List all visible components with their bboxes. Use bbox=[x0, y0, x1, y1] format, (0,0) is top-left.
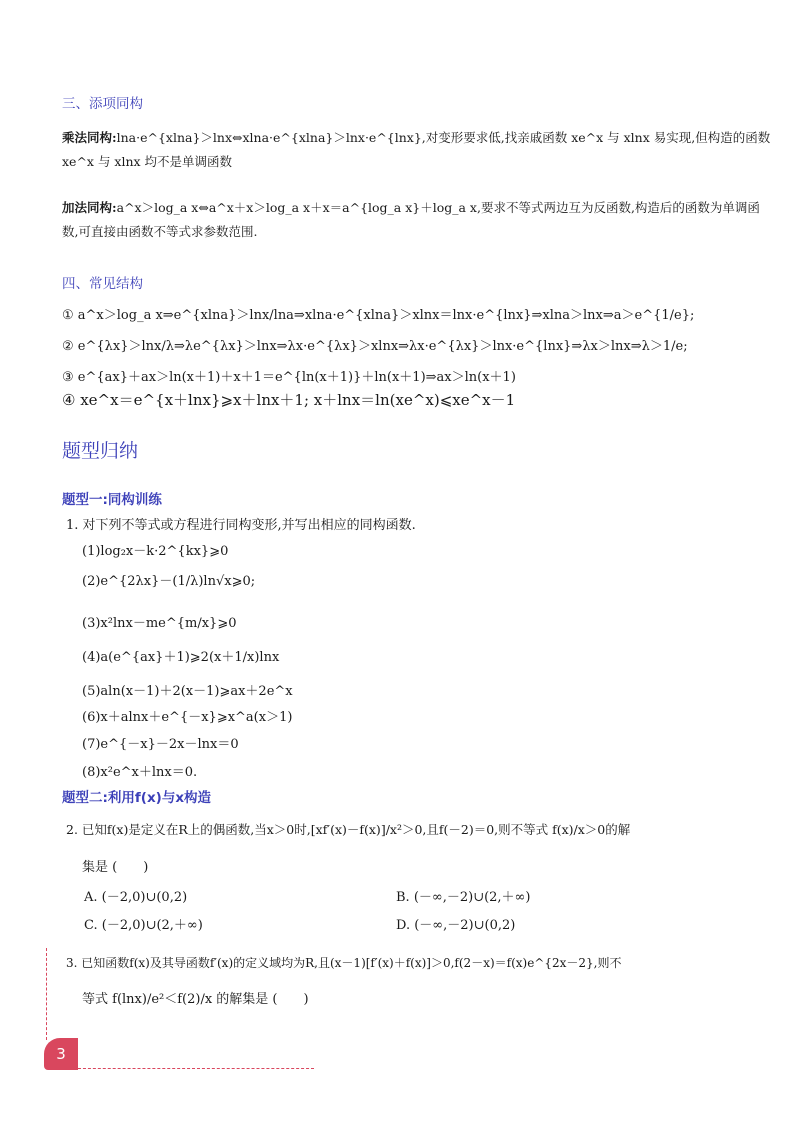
type2-title: 题型二:利用f(x)与x构造 bbox=[62, 790, 212, 806]
section3-title: 三、添项同构 bbox=[62, 96, 143, 112]
q1-item-8: (8)x²e^x＋lnx＝0. bbox=[82, 765, 198, 780]
section4-title: 四、常见结构 bbox=[62, 276, 143, 292]
bottom-dashed-border bbox=[78, 1068, 314, 1069]
type1-title: 题型一:同构训练 bbox=[62, 492, 162, 508]
structure-item-4: ④ xe^x＝e^{x＋lnx}⩾x＋lnx＋1; x＋lnx＝ln(xe^x)⩽xe^x－1 bbox=[62, 391, 516, 409]
q1-item-1: (1)log₂x－k·2^{kx}⩾0 bbox=[82, 544, 229, 559]
add-label: 加法同构: bbox=[62, 200, 117, 215]
option-a: A. (－2,0)∪(0,2) bbox=[84, 890, 188, 905]
question-2-line1: 2. 已知f(x)是定义在R上的偶函数,当x＞0时,[xf′(x)－f(x)]/x²＞0,且f(－2)＝0,则不等式 f(x)/x＞0的解 bbox=[66, 822, 631, 837]
mult-isomorphism-line1 bbox=[62, 126, 770, 150]
add-isomorphism-line2: 数,可直接由函数不等式求参数范围. bbox=[62, 224, 258, 239]
left-dashed-border bbox=[46, 948, 47, 1040]
q1-item-5: (5)aln(x－1)＋2(x－1)⩾ax＋2e^x bbox=[82, 684, 293, 699]
question-2-line2: 集是 ( ) bbox=[82, 860, 149, 875]
q1-item-3: (3)x²lnx－me^{m/x}⩾0 bbox=[82, 616, 237, 631]
mult-text1: lna·e^{xlna}＞lnx⇔xlna·e^{xlna}＞lnx·e^{lnx},对变形要求低,找亲戚函数 xe^x 与 xlnx 易实现,但构造的函数 bbox=[116, 130, 771, 145]
structure-item-2: ② e^{λx}＞lnx/λ⇒λe^{λx}＞lnx⇒λx·e^{λx}＞xlnx⇒λx·e^{λx}＞lnx·e^{lnx}⇒λx＞lnx⇒λ＞1/e; bbox=[62, 339, 688, 354]
add-isomorphism-line1 bbox=[62, 196, 760, 220]
mult-label: 乘法同构: bbox=[62, 130, 117, 145]
structure-item-1: ① a^x＞log_a x⇒e^{xlna}＞lnx/lna⇒xlna·e^{xlna}＞xlnx＝lnx·e^{lnx}⇒xlna＞lnx⇒a＞e^{1/e}; bbox=[62, 308, 695, 323]
question-3-line2: 等式 f(lnx)/e²＜f(2)/x 的解集是 ( ) bbox=[82, 992, 309, 1007]
option-d: D. (－∞,－2)∪(0,2) bbox=[396, 918, 516, 933]
add-text1: a^x＞log_a x⇔a^x＋x＞log_a x＋x＝a^{log_a x}＋log_a x,要求不等式两边互为反函数,构造后的函数为单调函 bbox=[116, 200, 760, 215]
q1-item-6: (6)x＋alnx＋e^{－x}⩾x^a(x＞1) bbox=[82, 710, 293, 725]
structure-item-3: ③ e^{ax}＋ax＞ln(x＋1)＋x＋1＝e^{ln(x＋1)}＋ln(x＋1)⇒ax＞ln(x＋1) bbox=[62, 370, 516, 385]
page-number-badge: 3 bbox=[44, 1038, 78, 1070]
question-1: 1. 对下列不等式或方程进行同构变形,并写出相应的同构函数. bbox=[66, 518, 416, 533]
mult-isomorphism-line2: xe^x 与 xlnx 均不是单调函数 bbox=[62, 154, 233, 169]
q1-item-4: (4)a(e^{ax}＋1)⩾2(x＋1/x)lnx bbox=[82, 650, 280, 665]
q1-item-2: (2)e^{2λx}－(1/λ)ln√x⩾0; bbox=[82, 574, 256, 589]
q1-item-7: (7)e^{－x}－2x－lnx＝0 bbox=[82, 737, 239, 752]
option-c: C. (－2,0)∪(2,＋∞) bbox=[84, 918, 203, 933]
types-heading: 题型归纳 bbox=[62, 440, 139, 462]
question-3-line1: 3. 已知函数f(x)及其导函数f′(x)的定义域均为R,且(x－1)[f′(x)＋f(x)]＞0,f(2－x)＝f(x)e^{2x－2},则不 bbox=[66, 956, 622, 970]
option-b: B. (－∞,－2)∪(2,＋∞) bbox=[396, 890, 531, 905]
